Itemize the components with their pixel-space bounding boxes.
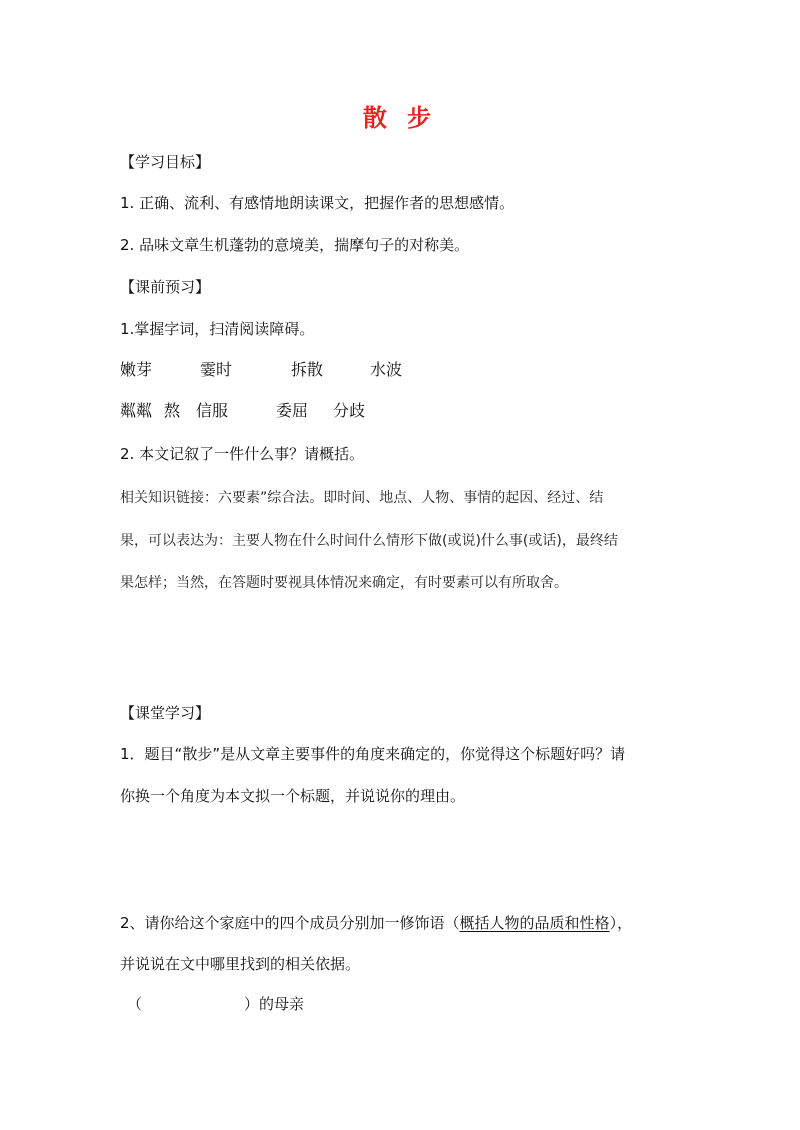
vocab-word: 粼粼: [120, 401, 153, 420]
section-heading-preview: 【课前预习】: [120, 278, 211, 296]
vocab-word: 分歧: [333, 401, 366, 420]
vocab-word: 拆散: [291, 360, 324, 379]
knowledge-note-line: 果怎样；当然，在答题时要视具体情况来确定，有时要素可以有所取舍。: [120, 575, 568, 591]
section-heading-learning-goals: 【学习目标】: [120, 153, 211, 171]
knowledge-note-line: 果，可以表达为：主要人物在什么时间什么情形下做(或说)什么事(或话)，最终结: [120, 533, 618, 549]
classroom-question-2-line: 并说说在文中哪里找到的相关依据。: [120, 955, 361, 973]
preview-question-2: 2. 本文记叙了一件什么事？请概括。: [120, 445, 365, 463]
vocab-word: 水波: [370, 360, 403, 379]
preview-question-1: 1.掌握字词，扫清阅读障碍。: [120, 320, 315, 338]
goal-item-1: 1. 正确、流利、有感情地朗读课文，把握作者的思想感情。: [120, 194, 515, 212]
vocab-word: 信服: [196, 401, 229, 420]
goal-item-2: 2. 品味文章生机蓬勃的意境美，揣摩句子的对称美。: [120, 236, 470, 254]
question-2-underlined-hint: 概括人物的品质和性格: [459, 914, 610, 932]
document-title: 散 步: [362, 103, 438, 132]
vocab-word: 嫩芽: [120, 360, 153, 379]
answer-blank-open: （: [127, 995, 143, 1013]
knowledge-note-line: 相关知识链接：六要素”综合法。即时间、地点、人物、事情的起因、经过、结: [120, 490, 604, 506]
section-heading-classroom: 【课堂学习】: [120, 704, 211, 722]
vocab-word: 熬: [164, 401, 181, 420]
answer-blank-label: ）的母亲: [244, 995, 305, 1013]
question-2-suffix: ），: [609, 914, 633, 932]
classroom-question-1-line: 1．题目“散步”是从文章主要事件的角度来确定的，你觉得这个标题好吗？请: [120, 745, 626, 763]
classroom-question-2-line: [120, 913, 632, 933]
classroom-question-1-line: 你换一个角度为本文拟一个标题，并说说你的理由。: [120, 787, 466, 805]
vocab-word: 霎时: [200, 360, 233, 379]
question-2-prefix: 2、请你给这个家庭中的四个成员分别加一修饰语（: [120, 914, 460, 932]
vocab-word: 委屈: [276, 401, 309, 420]
